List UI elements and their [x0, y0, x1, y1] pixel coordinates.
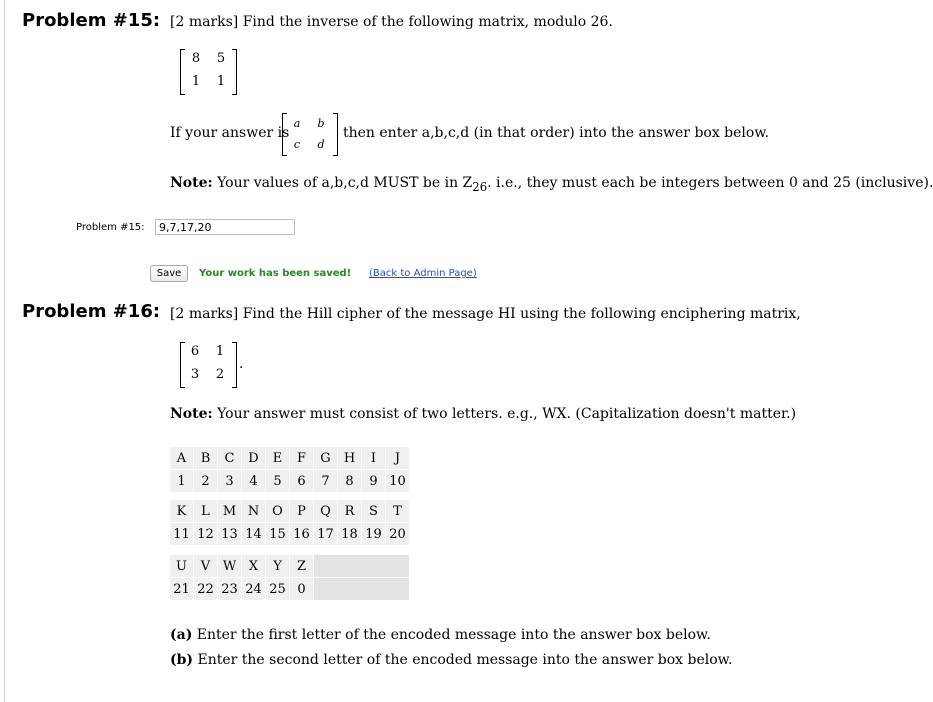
- alphabet-table: [169, 446, 410, 493]
- letter-cell: K: [170, 500, 194, 523]
- problem-15-prompt: [2 marks] Find the inverse of the following matrix, modulo 26.: [170, 14, 613, 30]
- letter-cell: D: [242, 447, 266, 470]
- letter-cell: S: [362, 500, 386, 523]
- matrix-right-bracket: [232, 49, 237, 95]
- letter-cell: L: [194, 500, 218, 523]
- table-row: [170, 447, 410, 470]
- problem-15-matrix: [180, 49, 237, 95]
- matrix-cell: a: [293, 117, 301, 130]
- problem-16-note: [170, 406, 796, 422]
- number-cell: 23: [218, 578, 242, 601]
- letter-cell: B: [194, 447, 218, 470]
- alphabet-group-u-z: [170, 555, 410, 601]
- part-b-text: Enter the second letter of the encoded message into the answer box below.: [197, 652, 733, 668]
- save-button[interactable]: Save: [150, 265, 188, 282]
- alphabet-table: [169, 554, 410, 601]
- matrix-cell: 1: [215, 344, 225, 359]
- letter-cell: P: [290, 500, 314, 523]
- number-cell: 21: [170, 578, 194, 601]
- empty-cell: [314, 578, 410, 601]
- letter-cell: O: [266, 500, 290, 523]
- letter-cell: Y: [266, 555, 290, 578]
- number-cell: 19: [362, 523, 386, 546]
- note-text-end: . i.e., they must each be integers between 0 and 25 (inclusive).: [487, 175, 933, 191]
- note-subscript: 26: [472, 179, 488, 194]
- number-cell: 8: [338, 470, 362, 493]
- left-border: [4, 0, 5, 702]
- alphabet-group-a-j: [170, 447, 410, 493]
- table-row: [170, 500, 410, 523]
- empty-cell: [314, 555, 410, 578]
- back-to-admin-link[interactable]: (Back to Admin Page): [369, 268, 477, 279]
- number-cell: 13: [218, 523, 242, 546]
- matrix-cell: 2: [215, 367, 225, 382]
- number-cell: 1: [170, 470, 194, 493]
- matrix-right-bracket: [232, 342, 237, 388]
- matrix-cell: d: [317, 138, 325, 151]
- note-text: Your answer must consist of two letters. e.g., WX. (Capitalization doesn't matter.): [217, 406, 797, 422]
- letter-cell: T: [386, 500, 410, 523]
- matrix-cell: b: [317, 117, 325, 130]
- number-cell: 3: [218, 470, 242, 493]
- table-row: [170, 523, 410, 546]
- number-cell: 10: [386, 470, 410, 493]
- number-cell: 18: [338, 523, 362, 546]
- letter-cell: I: [362, 447, 386, 470]
- number-cell: 17: [314, 523, 338, 546]
- matrix-cell: 6: [190, 344, 200, 359]
- matrix-left-bracket: [282, 113, 287, 156]
- note-text: Your values of a,b,c,d MUST be in Z: [217, 175, 473, 191]
- letter-cell: H: [338, 447, 362, 470]
- number-cell: 16: [290, 523, 314, 546]
- part-b: [170, 652, 732, 668]
- table-row: [170, 470, 410, 493]
- table-row: [170, 555, 410, 578]
- matrix-cell: 1: [191, 74, 201, 89]
- matrix-cell: 3: [190, 367, 200, 382]
- number-cell: 2: [194, 470, 218, 493]
- alphabet-table: [169, 499, 410, 546]
- matrix-left-bracket: [180, 49, 185, 95]
- number-cell: 4: [242, 470, 266, 493]
- part-a-label: (a): [170, 627, 193, 643]
- part-b-label: (b): [170, 652, 194, 668]
- matrix-cell: 5: [216, 51, 226, 66]
- answer-format-matrix: [282, 113, 338, 156]
- letter-cell: G: [314, 447, 338, 470]
- number-cell: 0: [290, 578, 314, 601]
- note-label: Note:: [170, 406, 213, 422]
- number-cell: 6: [290, 470, 314, 493]
- note-label: Note:: [170, 175, 213, 191]
- number-cell: 24: [242, 578, 266, 601]
- problem-15-note: [170, 175, 933, 194]
- number-cell: 14: [242, 523, 266, 546]
- answer-instruction: then enter a,b,c,d (in that order) into the answer box below.: [343, 125, 770, 141]
- number-cell: 9: [362, 470, 386, 493]
- number-cell: 11: [170, 523, 194, 546]
- matrix-right-bracket: [333, 113, 338, 156]
- letter-cell: Z: [290, 555, 314, 578]
- letter-cell: M: [218, 500, 242, 523]
- letter-cell: U: [170, 555, 194, 578]
- problem-15-answer-input[interactable]: [155, 219, 295, 235]
- matrix-period: .: [239, 356, 244, 372]
- saved-message: Your work has been saved!: [199, 268, 352, 279]
- problem-15-title: Problem #15:: [22, 10, 161, 31]
- answer-label: Problem #15:: [76, 222, 145, 233]
- problem-16-prompt: [2 marks] Find the Hill cipher of the message HI using the following enciphering matrix,: [170, 306, 801, 322]
- letter-cell: N: [242, 500, 266, 523]
- problem-16-matrix: [180, 342, 237, 388]
- letter-cell: W: [218, 555, 242, 578]
- number-cell: 25: [266, 578, 290, 601]
- answer-intro: If your answer is: [170, 125, 290, 141]
- table-row: [170, 578, 410, 601]
- letter-cell: V: [194, 555, 218, 578]
- number-cell: 5: [266, 470, 290, 493]
- matrix-cell: 1: [216, 74, 226, 89]
- matrix-left-bracket: [180, 342, 185, 388]
- letter-cell: C: [218, 447, 242, 470]
- matrix-cell: 8: [191, 51, 201, 66]
- letter-cell: E: [266, 447, 290, 470]
- part-a-text: Enter the first letter of the encoded message into the answer box below.: [196, 627, 711, 643]
- letter-cell: Q: [314, 500, 338, 523]
- letter-cell: X: [242, 555, 266, 578]
- number-cell: 7: [314, 470, 338, 493]
- number-cell: 22: [194, 578, 218, 601]
- letter-cell: A: [170, 447, 194, 470]
- part-a: [170, 627, 711, 643]
- letter-cell: R: [338, 500, 362, 523]
- letter-cell: J: [386, 447, 410, 470]
- number-cell: 12: [194, 523, 218, 546]
- number-cell: 20: [386, 523, 410, 546]
- alphabet-group-k-t: [170, 500, 410, 546]
- matrix-cell: c: [293, 138, 301, 151]
- problem-16-title: Problem #16:: [22, 301, 161, 322]
- number-cell: 15: [266, 523, 290, 546]
- letter-cell: F: [290, 447, 314, 470]
